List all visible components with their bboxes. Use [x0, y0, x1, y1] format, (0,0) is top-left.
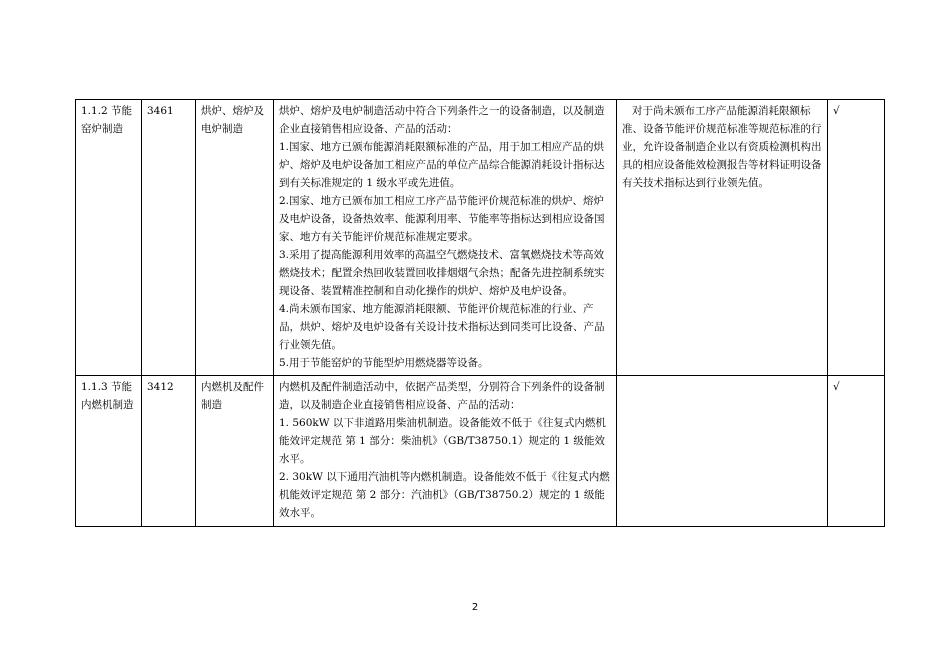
industry-code-cell: 3461	[142, 100, 196, 376]
industry-category-cell: 烘炉、熔炉及电炉制造	[196, 100, 274, 376]
condition-text: 2. 30kW 以下通用汽油机等内燃机制造。设备能效不低于《往复式内燃机能效评定规范 第 2 部分：汽油机》（GB/T38750.2）规定的 1 级能效水平。	[279, 471, 610, 519]
condition-text: 1.国家、地方已颁布能源消耗限额标准的产品，用于加工相应产品的烘炉、熔炉及电炉设备加工相应产品的单位产品综合能源消耗设计指标达到有关标准规定的 1 级水平或先进值。	[279, 141, 605, 189]
page-number: 2	[471, 602, 479, 613]
conditions-cell	[274, 100, 617, 376]
condition-text: 4.尚未颁布国家、地方能源消耗限额、节能评价规范标准的行业、产品，烘炉、熔炉及电炉设备有关设计技术指标达到同类可比设备、产品行业领先值。	[279, 303, 605, 351]
condition-text: 3.采用了提高能源利用效率的高温空气燃烧技术、富氧燃烧技术等高效燃烧技术；配置余热回收装置回收排烟烟气余热；配备先进控制系统实现设备、装置精准控制和自动化操作的烘炉、熔炉及电炉设备。	[279, 249, 605, 297]
item-name-cell: 1.1.3 节能内燃机制造	[76, 376, 142, 527]
note-cell: 对于尚未颁布工序产品能源消耗限额标准、设备节能评价规范标准等规范标准的行业，允许设备制造企业以有资质检测机构出具的相应设备能效检测报告等材料证明设备有关技术指标达到行业领先值。	[617, 100, 828, 376]
catalog-table	[75, 99, 885, 527]
check-mark-cell: √	[828, 376, 885, 527]
table-row	[76, 376, 885, 527]
industry-code-cell: 3412	[142, 376, 196, 527]
condition-text: 5.用于节能窑炉的节能型炉用燃烧器等设备。	[279, 357, 489, 369]
check-mark-cell: √	[828, 100, 885, 376]
table-row	[76, 100, 885, 376]
condition-text: 内燃机及配件制造活动中，依据产品类型，分别符合下列条件的设备制造，以及制造企业直接销售相应设备、产品的活动：	[279, 381, 605, 411]
condition-text: 烘炉、熔炉及电炉制造活动中符合下列条件之一的设备制造，以及制造企业直接销售相应设备、产品的活动：	[279, 105, 605, 135]
item-name-cell: 1.1.2 节能窑炉制造	[76, 100, 142, 376]
condition-text: 2.国家、地方已颁布加工相应工序产品节能评价规范标准的烘炉、熔炉及电炉设备，设备热效率、能源利用率、节能率等指标达到相应设备国家、地方有关节能评价规范标准规定要求。	[279, 195, 605, 243]
note-cell	[617, 376, 828, 527]
industry-category-cell: 内燃机及配件制造	[196, 376, 274, 527]
conditions-cell	[274, 376, 617, 527]
condition-text: 1. 560kW 以下非道路用柴油机制造。设备能效不低于《往复式内燃机能效评定规范 第 1 部分：柴油机》（GB/T38750.1）规定的 1 级能效水平。	[279, 417, 606, 465]
